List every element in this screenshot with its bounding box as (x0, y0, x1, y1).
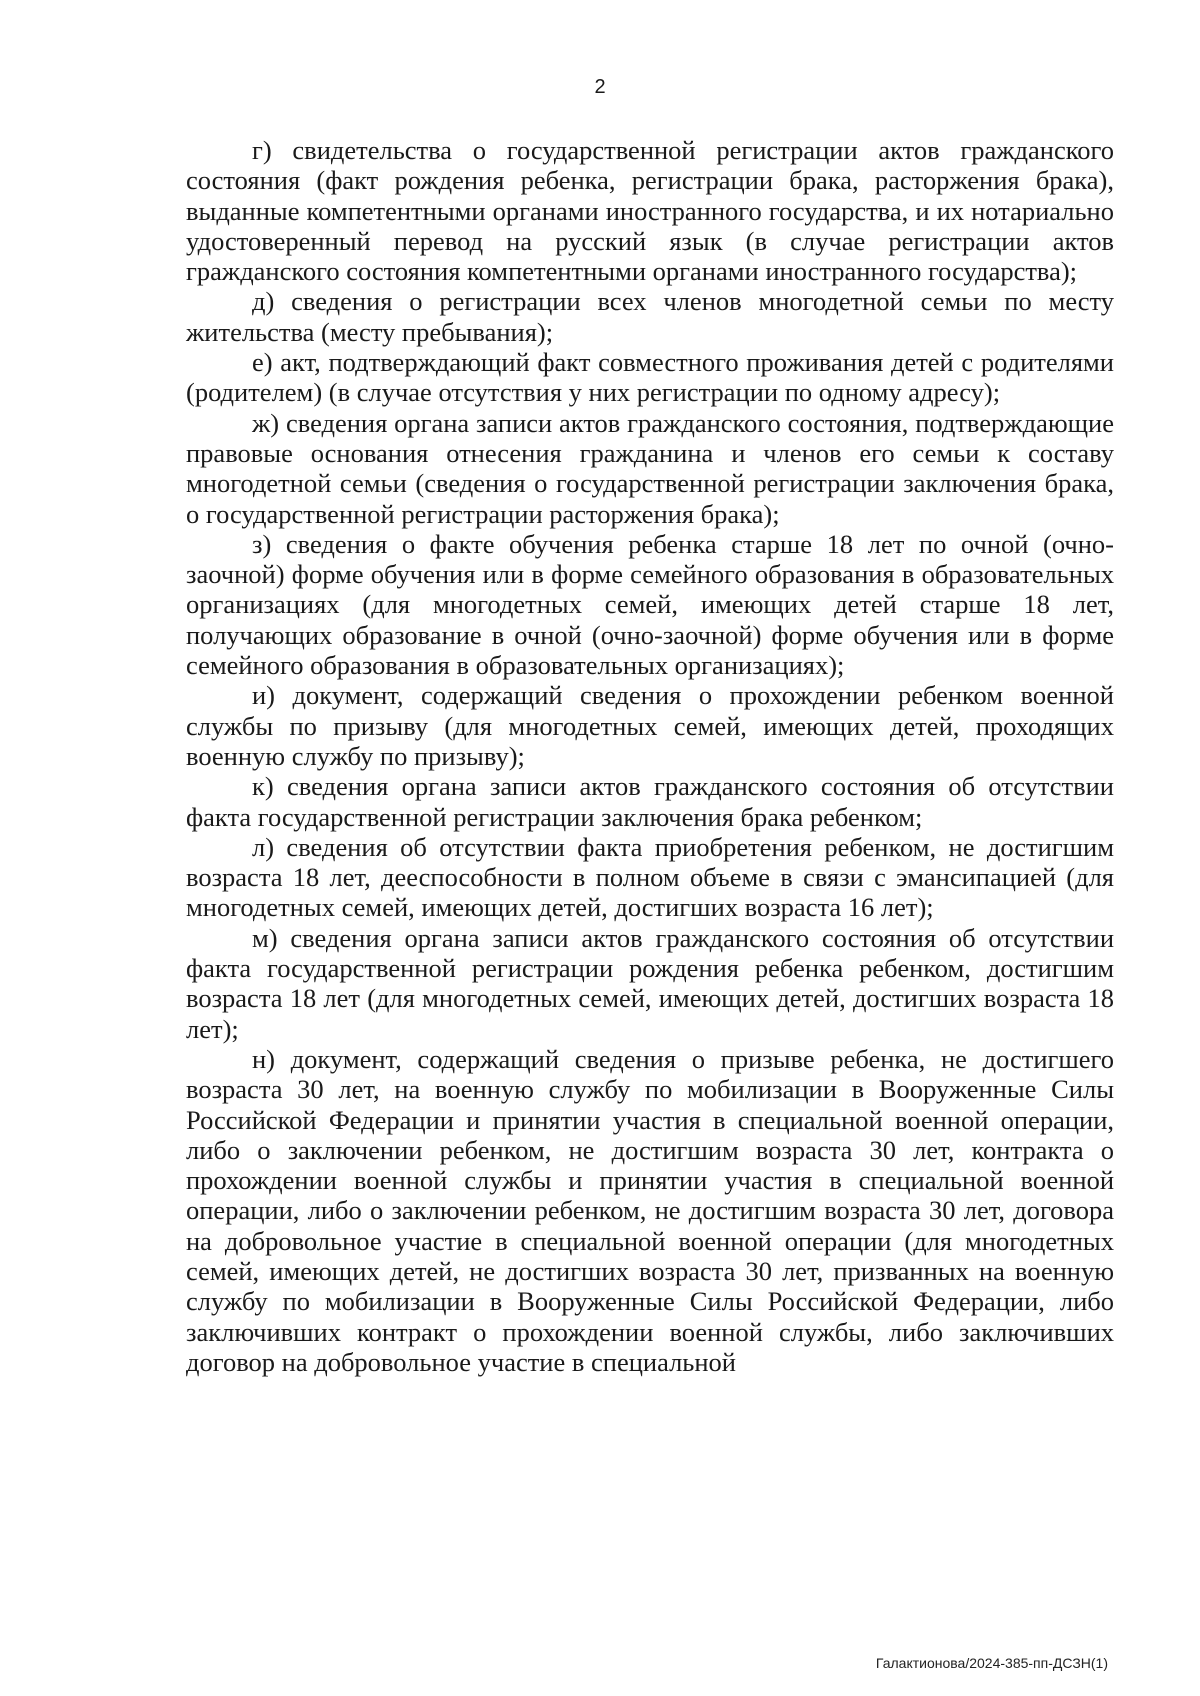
list-item-zh: ж) сведения органа записи актов гражданского состояния, подтверждающие правовые основания отнесения гражданина и членов его семьи к составу многодетной семьи (сведения о государственной регистрации заключения брака, о государственной регистрации расторжения брака); (186, 407, 1114, 529)
page-number: 2 (594, 76, 606, 98)
list-item-l: л) сведения об отсутствии факта приобретения ребенком, не достигшим возраста 18 лет, дееспособности в полном объеме в связи с эмансипацией (для многодетных семей, имеющих детей, достигших возраста 16 лет); (186, 831, 1114, 923)
document-body (186, 135, 1114, 1377)
list-item-e: е) акт, подтверждающий факт совместного проживания детей с родителями (родителем) (в случае отсутствия у них регистрации по одному адресу); (186, 347, 1114, 408)
document-reference: Галактионова/2024-385-пп-ДСЗН(1) (875, 1655, 1108, 1671)
list-item-d: д) сведения о регистрации всех членов многодетной семьи по месту жительства (месту пребывания); (186, 286, 1114, 347)
list-item-n: н) документ, содержащий сведения о призыве ребенка, не достигшего возраста 30 лет, на военную службу по мобилизации в Вооруженные Силы Российской Федерации и принятии участия в специальной военной операции, либо о заключении ребенком, не достигшим возраста 30 лет, контракта о прохождении военной службы и принятии участия в специальной военной операции, либо о заключении ребенком, не достигшим возраста 30 лет, договора на добровольное участие в специальной военной операции (для многодетных семей, имеющих детей, не достигших возраста 30 лет, призванных на военную службу по мобилизации в Вооруженные Силы Российской Федерации, либо заключивших контракт о прохождении военной службы, либо заключивших договор на добровольное участие в специальной (186, 1043, 1114, 1377)
list-item-m: м) сведения органа записи актов гражданского состояния об отсутствии факта государственной регистрации рождения ребенка ребенком, достигшим возраста 18 лет (для многодетных семей, имеющих детей, достигших возраста 18 лет); (186, 922, 1114, 1044)
list-item-z: з) сведения о факте обучения ребенка старше 18 лет по очной (очно-заочной) форме обучения или в форме семейного образования в образовательных организациях (для многодетных семей, имеющих детей старше 18 лет, получающих образование в очной (очно-заочной) форме обучения или в форме семейного образования в образовательных организациях); (186, 528, 1114, 681)
list-item-g: г) свидетельства о государственной регистрации актов гражданского состояния (факт рождения ребенка, регистрации брака, расторжения брака), выданные компетентными органами иностранного государства, и их нотариально удостоверенный перевод на русский язык (в случае регистрации актов гражданского состояния компетентными органами иностранного государства); (186, 135, 1114, 287)
list-item-k: к) сведения органа записи актов гражданского состояния об отсутствии факта государственной регистрации заключения брака ребенком; (186, 771, 1114, 832)
list-item-i: и) документ, содержащий сведения о прохождении ребенком военной службы по призыву (для многодетных семей, имеющих детей, проходящих военную службу по призыву); (186, 680, 1114, 771)
